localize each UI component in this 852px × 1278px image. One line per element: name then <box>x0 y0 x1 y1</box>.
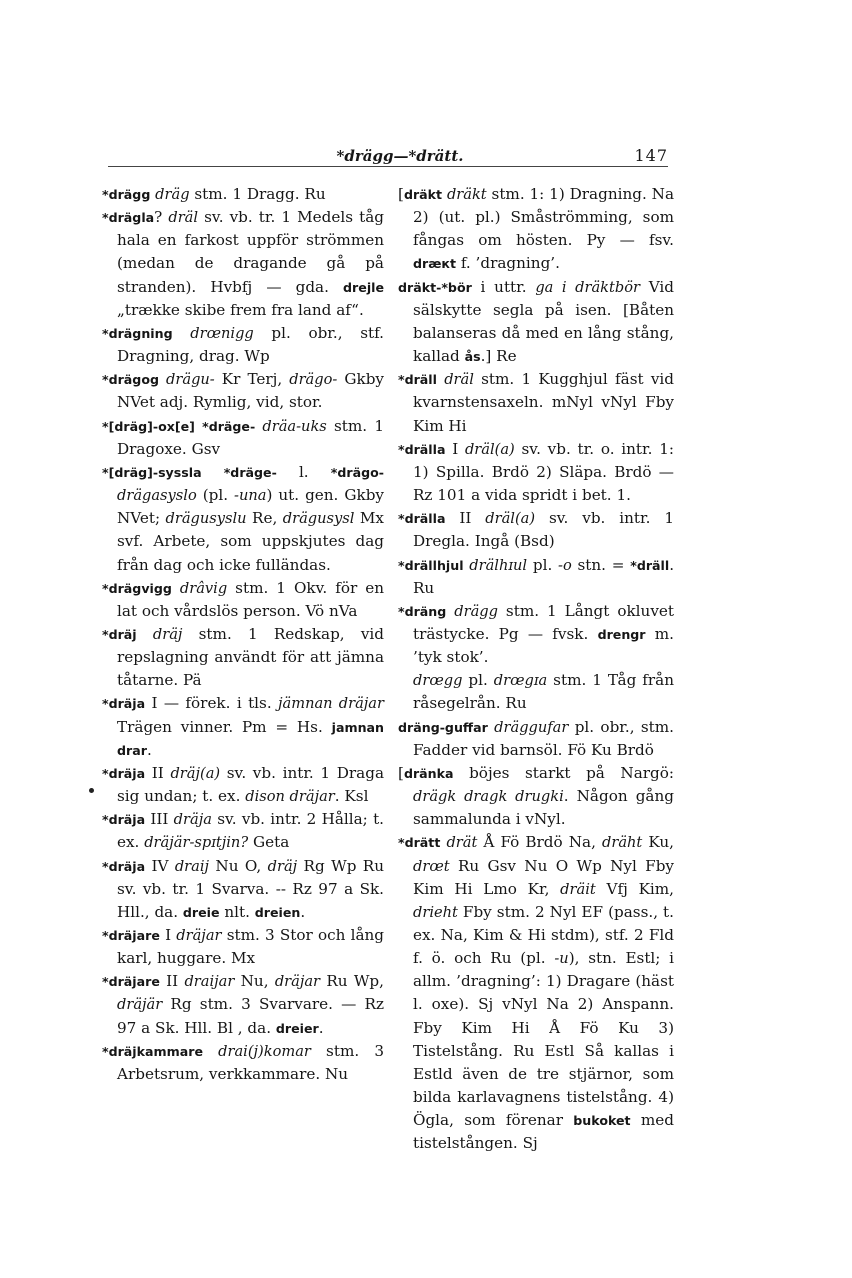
dialect-form: drägu- <box>166 371 215 389</box>
entry-text: stm. 3 Stor och lång karl, huggare. Mx <box>117 926 385 968</box>
dictionary-entry-dragning <box>102 322 384 368</box>
dialect-form: dräit <box>560 880 596 898</box>
dictionary-entry-dralla1 <box>398 438 674 507</box>
entry-text: . <box>300 902 306 921</box>
headword: *dräja <box>102 858 146 874</box>
dialect-form: drägg <box>454 602 498 620</box>
dialect-form: dräkt <box>446 186 487 203</box>
entry-text: II <box>159 972 185 991</box>
dialect-form: dräl <box>168 209 199 227</box>
dictionary-entry-dragog <box>102 368 384 414</box>
entry-text: I <box>159 926 177 944</box>
headword: *drälla <box>398 441 446 457</box>
dialect-form: drälhɪul <box>469 556 528 574</box>
dialect-form: drœgg <box>413 672 463 690</box>
entry-text: Ku, <box>642 833 674 852</box>
entry-text: (pl. <box>196 486 235 505</box>
entry-text: pl. <box>527 555 559 574</box>
dialect-form: jämnan dräjar <box>278 695 384 713</box>
dialect-form: dräa-uks <box>262 417 327 435</box>
dictionary-entry-dragoxe <box>102 415 384 461</box>
dialect-form: drägk dragk drugki <box>413 788 564 806</box>
entry-text: . Ru <box>413 555 675 597</box>
entry-text: böjes starkt på Nargö: <box>453 763 674 782</box>
entry-text: II <box>145 763 171 782</box>
headword: *drälla <box>398 511 446 527</box>
entry-text: nlt. <box>219 902 255 921</box>
dictionary-entry-drall <box>398 368 674 437</box>
entry-text: Nu O, <box>209 856 268 875</box>
entry-text: stm. 1 Okv. för en lat och vårdslös person. Vö nVa <box>117 578 384 620</box>
entry-text: Ru Wp, <box>320 972 384 991</box>
entry-text: IV <box>145 856 175 875</box>
dialect-form: dräj <box>152 625 183 643</box>
headword: *[dräg]-syssla <box>102 464 202 480</box>
headword: *drägo- <box>330 464 384 480</box>
entry-text: Gkby NVet adj. Rymlig, vid, stor. <box>117 370 385 412</box>
entry-text: Vfj Kim, <box>595 879 674 898</box>
dialect-form: dräjär-spɪtjin? <box>144 834 249 852</box>
dictionary-entry-drajkammare <box>102 1040 384 1086</box>
entry-text: ) ut. gen. Gkby NVet; <box>117 486 385 528</box>
dictionary-entry-dratt <box>398 831 674 1155</box>
dictionary-entry-draja1 <box>102 692 384 761</box>
entry-text: pl. obr., stf. Dragning, drag. Wp <box>117 323 385 366</box>
headword: *dräjare <box>102 928 160 943</box>
headword: dräng-guffar <box>398 719 488 735</box>
entry-text: sv. vb. tr. o. intr. 1: 1) Spilla. Brdö 2) Släpa. Brdö — Rz 101 a vida spridt i bet. 1. <box>413 439 674 505</box>
headword: dräkt <box>403 187 443 202</box>
running-header: *drägg—*drätt. <box>336 147 464 165</box>
entry-text: m. ’tyk stok’. <box>413 624 675 667</box>
entry-text: .] Re <box>480 347 517 366</box>
entry-text: stm. 1: 1) Dragning. Na 2) (ut. pl.) Småströmming, som fångas om hösten. Py — fsv. <box>413 185 675 250</box>
headword: *dräja <box>102 765 146 781</box>
dictionary-entry-drajare1 <box>102 924 384 970</box>
entry-text: Vid sälskytte segla på isen. [Båten balanseras då med en lång stång, kallad <box>413 277 674 366</box>
entry-text: Fby stm. 2 Nyl EF (pass., t. ex. Na, Kim & Hi stdm), stf. 2 Fld f. ö. och Ru (pl. <box>413 902 674 968</box>
entry-text: I <box>445 439 465 458</box>
dictionary-entry-drakt <box>398 183 674 276</box>
entry-text: sv. vb. intr. 2 Hålla; t. ex. <box>117 810 385 852</box>
dictionary-entry-draja2 <box>102 762 384 808</box>
dialect-form: draijar <box>184 973 235 991</box>
dialect-form: drägusysl <box>282 510 355 528</box>
headword: *dräja <box>102 696 146 712</box>
left-column <box>102 183 384 1086</box>
headword: *dräge- <box>202 418 256 434</box>
headword: *drägvigg <box>102 580 172 596</box>
entry-text: ? <box>154 208 169 227</box>
dialect-form: dräjar <box>274 973 321 991</box>
dialect-form: drägasyslo <box>117 487 197 505</box>
dialect-form: drägo- <box>289 371 338 389</box>
headword: dränka <box>403 765 454 781</box>
entry-text: stm. 3 Arbetsrum, verkkammare. Nu <box>117 1041 384 1083</box>
entry-text: Å Fö Brdö Na, <box>477 833 602 852</box>
cognate-word: ås <box>464 349 481 365</box>
headword: *drällhjul <box>398 557 464 573</box>
cognate-word: drengr <box>597 626 646 642</box>
entry-text: [ <box>398 763 404 782</box>
entry-text: . <box>146 740 152 759</box>
entry-text: III <box>145 810 174 829</box>
entry-text: ), stn. Estl; i allm. ’dragning’: 1) Dragare (häst l. oxe). Sj vNyl Na 2) Anspann. Fby Kim Hi Å Fö Ku 3) Tistelstång. Ru Estl Så kallas i Estld även de tre stjärnor, som bilda karlavagnens tistelstång. 4) Ögla, som förenar <box>413 949 675 1130</box>
dictionary-entry-draja3 <box>102 808 384 854</box>
entry-text: Kr Terj, <box>214 370 290 389</box>
entry-text: l. <box>276 462 331 481</box>
margin-dot <box>89 788 94 793</box>
entry-text: f. ’dragning’. <box>456 254 560 273</box>
entry-text <box>173 324 191 342</box>
dialect-form: drägusyslu <box>165 510 247 528</box>
entry-text: Rg Wp Ru sv. vb. tr. 1 Svarva. -- Rz 97 a Sk. Hll., da. <box>117 856 384 921</box>
entry-text <box>159 370 166 388</box>
entry-text: stm. 1 Tåg från råsegelrån. Ru <box>413 671 674 713</box>
headword: *dräll <box>398 372 437 388</box>
dictionary-entry-draktbor <box>398 276 674 369</box>
entry-text: Nu, <box>234 972 275 991</box>
headword: *drägning <box>102 325 173 341</box>
headword: *drägg <box>102 187 151 202</box>
cognate-word: dræкt <box>413 256 456 272</box>
dialect-form: ga i dräktbör <box>535 278 640 296</box>
dialect-form: drâvig <box>179 579 228 597</box>
entry-text <box>172 579 180 597</box>
entry-text: II <box>445 509 486 528</box>
entry-text <box>137 625 153 643</box>
entry-text: pl. <box>462 671 494 690</box>
entry-text: Ru Gsv Nu O Wp Nyl Fby Kim Hi Lmo Kr, <box>413 856 674 898</box>
entry-text: stm. 1 Dragg. Ru <box>189 185 326 203</box>
headword: *dräjare <box>102 974 160 990</box>
entry-text: med tistelstången. Sj <box>413 1111 674 1153</box>
entry-text: Re, <box>246 509 283 528</box>
entry-text: . Någon gång sammalunda i vNyl. <box>413 787 674 829</box>
headword: *drägog <box>102 372 159 388</box>
entry-text: Geta <box>248 833 290 852</box>
entry-text: . Ksl <box>334 787 369 806</box>
dictionary-entry-draegg <box>398 669 674 715</box>
entry-text: stn. = <box>571 555 631 574</box>
entry-text: Trägen vinner. Pm = Hs. <box>117 717 332 736</box>
dictionary-entry-dragg <box>102 183 384 206</box>
dialect-form: dräl(a) <box>485 510 536 528</box>
headword: *dräjkammare <box>102 1043 203 1059</box>
entry-text: i uttr. <box>471 277 536 296</box>
entry-text: I — förek. i tls. <box>145 694 279 713</box>
dialect-form: drœgɪa <box>493 672 548 690</box>
dictionary-entry-drallhjul <box>398 554 674 600</box>
cognate-word: dreier <box>275 1020 319 1036</box>
dialect-form: -una <box>234 487 267 505</box>
dictionary-entry-dragvigg <box>102 577 384 623</box>
dictionary-entry-draja4 <box>102 855 384 924</box>
headword: *dräja <box>102 812 146 828</box>
dialect-form: dräj(a) <box>170 764 221 782</box>
dialect-form: dräg <box>155 186 190 203</box>
dialect-form: dräjar <box>176 927 222 944</box>
dialect-form: drœnigg <box>190 324 254 342</box>
dialect-form: drœt <box>413 857 450 875</box>
dictionary-entry-dranggufar <box>398 716 674 762</box>
dialect-form: dison dräjar <box>245 788 335 806</box>
dialect-form: -o <box>558 556 572 574</box>
page-number: 147 <box>634 146 668 165</box>
entry-text <box>202 463 224 481</box>
cognate-word: drejle <box>343 279 384 295</box>
entry-text: pl. obr., stm. Fadder vid barnsöl. Fö Ku Brdö <box>413 717 674 759</box>
headword: *drägla <box>102 210 155 226</box>
header-rule <box>108 166 668 167</box>
dictionary-entry-drajare2 <box>102 970 384 1039</box>
right-column <box>398 183 674 1156</box>
dialect-form: drät <box>446 834 478 852</box>
dictionary-entry-dranka <box>398 762 674 831</box>
dictionary-entry-dralla2 <box>398 507 674 553</box>
headword: dräkt-*bör <box>398 279 472 295</box>
cognate-word: dreie <box>182 904 220 920</box>
entry-text: sv. vb. intr. 1 Dregla. Ingå (Bsd) <box>413 509 674 551</box>
dialect-form: dräl(a) <box>464 440 515 458</box>
headword: *drätt <box>398 835 441 851</box>
dialect-form: -u <box>554 950 569 968</box>
entry-text: [ <box>398 185 404 203</box>
cognate-word: jamnan drar <box>117 719 384 758</box>
entry-text: stm. 1 Kugghjul fäst vid kvarnstensaxeln. mNyl vNyl Fby Kim Hi <box>413 370 675 435</box>
dialect-form: dräja <box>173 811 212 829</box>
entry-text: stm. 1 Långt okluvet trästycke. Pg — fvsk. <box>413 601 674 643</box>
headword: *dräng <box>398 603 447 619</box>
entry-text: . <box>318 1018 324 1037</box>
headword: *dräge- <box>223 464 277 480</box>
cognate-word: bukoket <box>573 1113 631 1129</box>
dictionary-entry-drang <box>398 600 674 669</box>
dialect-form: dräggufar <box>494 718 569 736</box>
entry-text: „trække skibe frem fra land af“. <box>117 300 364 319</box>
dialect-form: dräj <box>267 857 298 875</box>
entry-text: stm. 1 Redskap, vid repslagning användt för att jämna tåtarne. Pä <box>117 624 385 690</box>
entry-text: Rg stm. 3 Svarvare. — Rz 97 a Sk. Hll. Bl , da. <box>117 995 384 1037</box>
dialect-form: draij <box>174 857 210 875</box>
headword: *dräj <box>102 626 137 642</box>
dictionary-entry-dragla <box>102 206 384 322</box>
headword: *dräll <box>630 557 670 573</box>
dialect-form: dräht <box>602 834 643 852</box>
dialect-form: dräjär <box>117 996 163 1014</box>
dictionary-entry-dragsyssla <box>102 461 384 577</box>
dialect-form: drieht <box>413 903 458 921</box>
entry-text: stm. 1 Dragoxe. Gsv <box>117 416 384 458</box>
cognate-word: dreien <box>254 904 301 920</box>
headword: *[dräg]-ox[e] <box>102 418 195 434</box>
dialect-form: drai(j)komar <box>218 1042 311 1060</box>
entry-text: Mx svf. Arbete, som uppskjutes dag från dag och icke fulländas. <box>117 509 384 574</box>
entry-text: sv. vb. intr. 1 Draga sig undan; t. ex. <box>117 763 385 806</box>
entry-text: sv. vb. tr. 1 Medels tåg hala en farkost uppför strömmen (medan de dragande gå på stranden). Hvbfj — gda. <box>117 208 384 296</box>
dialect-form: dräl <box>444 371 474 389</box>
entry-text <box>203 1042 218 1060</box>
dictionary-entry-draj <box>102 623 384 692</box>
